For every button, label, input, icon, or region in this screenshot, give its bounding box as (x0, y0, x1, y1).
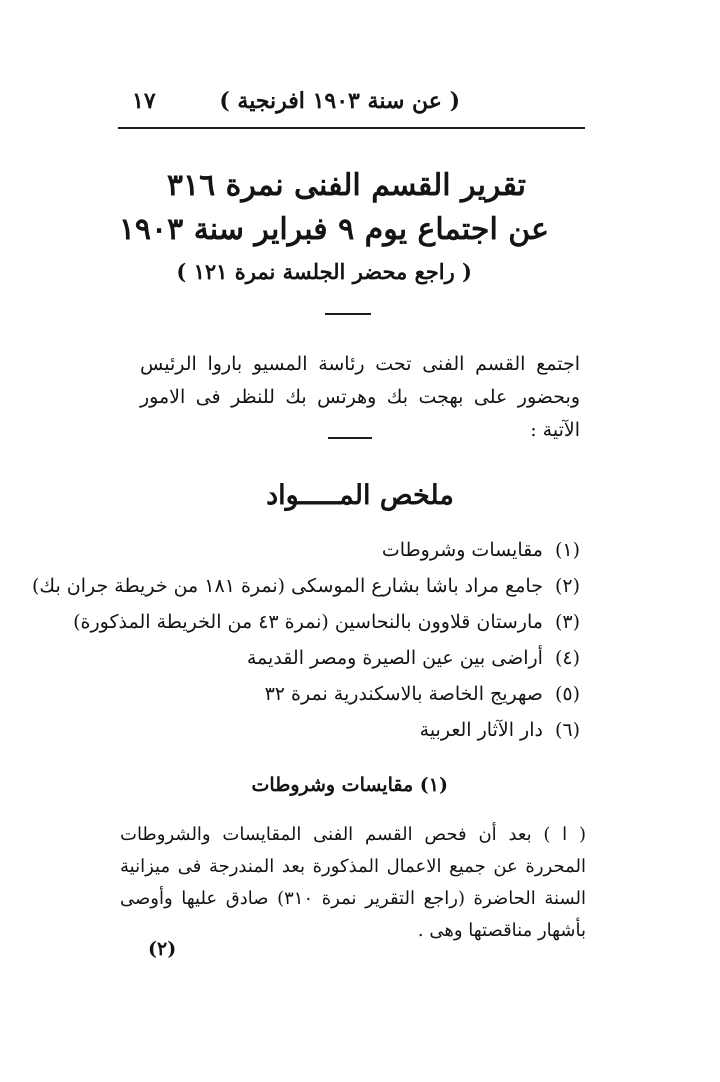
list-item-number: (٣) (554, 611, 580, 633)
section-paragraph: ( ا ) بعد أن فحص القسم الفنى المقايسات والشروطات المحررة عن جميع الاعمال المذكورة بعد المندرجة فى ميزانية السنة الحاضرة (راجع التقرير نمرة ٣١٠) صادق عليها وأوصى بأشهار مناقصتها وهى . (120, 824, 586, 941)
list-item-number: (١) (554, 539, 580, 561)
meeting-date: عن اجتماع يوم ٩ فبراير سنة ١٩٠٣ (118, 212, 549, 247)
page-number: ١٧ (132, 88, 156, 114)
section-heading: (١) مقايسات وشروطات (251, 774, 448, 796)
list-item (150, 532, 580, 568)
running-header: ( عن سنة ١٩٠٣ افرنجية ) (219, 88, 460, 114)
list-item-text: صهريج الخاصة بالاسكندرية نمرة ٣٢ (264, 683, 543, 705)
divider-rule (328, 437, 372, 439)
list-item-text: أراضى بين عين الصيرة ومصر القديمة (246, 647, 543, 669)
list-item-number: (٦) (554, 719, 580, 741)
report-title: تقرير القسم الفنى نمرة ٣١٦ (166, 168, 526, 203)
list-item (73, 604, 580, 640)
list-item-text: مقايسات وشروطات (381, 539, 543, 561)
list-item (32, 568, 580, 604)
header-rule (118, 127, 585, 129)
list-item-text: جامع مراد باشا بشارع الموسكى (نمرة ١٨١ من خريطة جران بك) (32, 575, 543, 597)
list-item-number: (٢) (554, 575, 580, 597)
list-item-number: (٤) (554, 647, 580, 669)
summary-heading: ملخص المـــــواد (266, 480, 454, 511)
list-item-text: مارستان قلاوون بالنحاسين (نمرة ٤٣ من الخريطة المذكورة) (73, 611, 543, 633)
list-item (150, 712, 580, 748)
list-item (150, 640, 580, 676)
divider-rule (325, 313, 371, 315)
footer-page-reference: (٢) (148, 938, 177, 960)
intro-paragraph: اجتمع القسم الفنى تحت رئاسة المسيو باروا الرئيس وبحضور على بهجت بك وهرتس بك للنظر فى الامور الآتية : (140, 353, 580, 441)
list-item (150, 676, 580, 712)
minutes-reference: ( راجع محضر الجلسة نمرة ١٢١ ) (176, 259, 472, 284)
summary-list (32, 532, 580, 748)
list-item-text: دار الآثار العربية (419, 719, 543, 741)
list-item-number: (٥) (554, 683, 580, 705)
